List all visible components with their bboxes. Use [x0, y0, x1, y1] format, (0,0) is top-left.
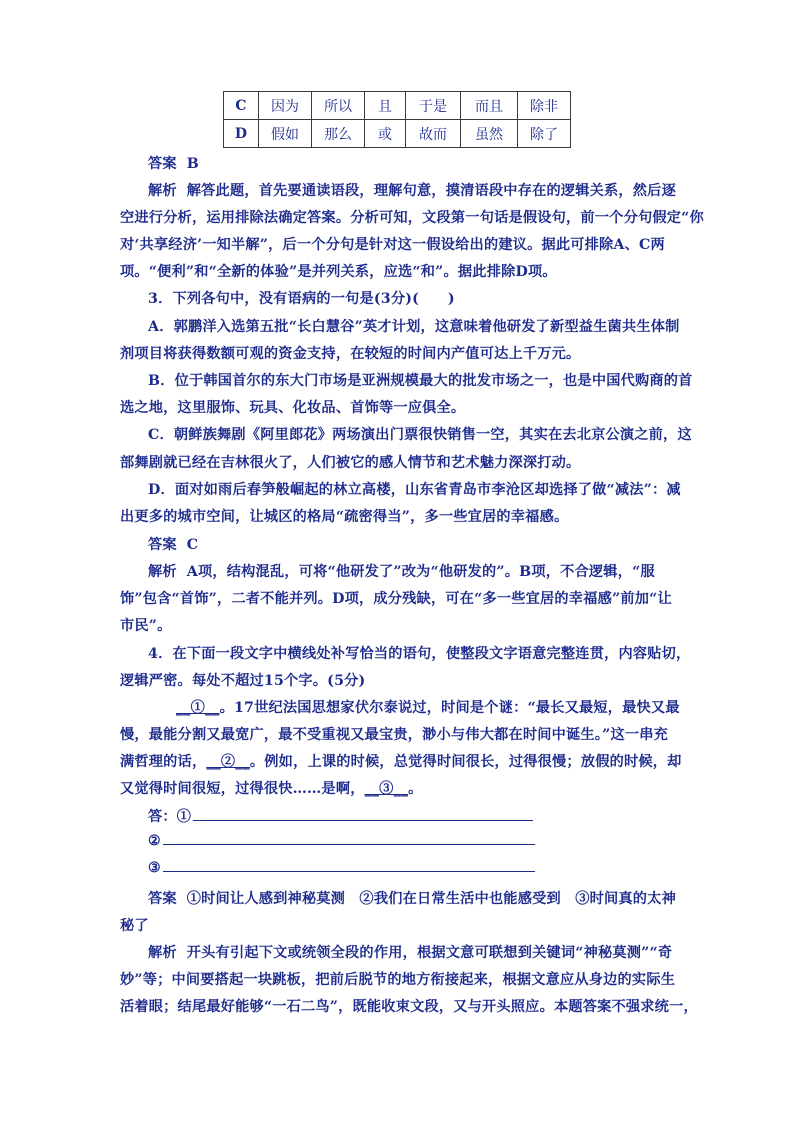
q4-passage-line: 慢，最能分割又最宽广，最不受重视又最宝贵，渺小与伟大都在时间中诞生。”这一串充: [120, 727, 668, 743]
table-cell: 虽然: [461, 120, 518, 148]
q4-analysis-line: 妙”等；中间要搭起一块跳板，把前后脱节的地方衔接起来，根据文意应从身边的实际生: [120, 972, 676, 988]
table-cell: 所以: [312, 92, 365, 120]
q4-passage-line: [176, 697, 680, 717]
answer-value: B: [186, 156, 199, 172]
passage-text: 。17世纪法国思想家伏尔泰说过，时间是个谜：“最长又最短，最快又最: [219, 700, 680, 716]
table-cell: 假如: [259, 120, 312, 148]
passage-text: 。例如，上课的时候，总觉得时间很长，过得很慢；放假的时候，却: [249, 754, 682, 770]
q3-analysis-line: 市民”。: [120, 618, 172, 634]
q2-analysis-line: 对‘共享经济’一知半解”，后一个分句是针对这一假设给出的建议。据此可排除A、C两: [120, 237, 665, 253]
q3-analysis-line: [148, 561, 655, 581]
q4-passage-line: [120, 778, 423, 798]
answer-line-3[interactable]: [163, 861, 535, 872]
q2-analysis-line: 项。“便利”和“全新的体验”是并列关系，应选“和”。据此排除D项。: [120, 264, 557, 280]
q4-answer-line: 秘了: [120, 918, 149, 934]
analysis-label: 解析: [148, 183, 177, 199]
answer-prompt: 答：: [148, 809, 177, 825]
q2-analysis-line: 空进行分析，运用排除法确定答案。分析可知，文段第一句话是假设句，前一个分句假定“你: [120, 210, 704, 226]
q2-analysis-line: [148, 180, 676, 200]
passage-text: 。: [408, 781, 423, 797]
q3-option-c: C．朝鲜族舞剧《阿里郎花》两场演出门票很快销售一空，其实在去北京公演之前，这: [148, 427, 692, 443]
passage-text: 满哲理的话，: [120, 754, 207, 770]
table-cell: 故而: [406, 120, 461, 148]
q3-option-a: A．郭鹏洋入选第五批“长白慧谷”英才计划，这意味着他研发了新型益生菌共生体制: [148, 319, 680, 335]
q3-option-a-cont: 剂项目将获得数额可观的资金支持，在较短的时间内产值可达上千万元。: [120, 346, 581, 362]
passage-text: 又觉得时间很短，过得很快……是啊，: [120, 781, 365, 797]
table-row: [224, 120, 571, 148]
q3-option-b-cont: 选之地，这里服饰、玩具、化妆品、首饰等一应俱全。: [120, 400, 466, 416]
table-cell: 且: [365, 92, 406, 120]
analysis-label: 解析: [148, 564, 177, 580]
slot-marker: ①: [176, 809, 192, 825]
q3-option-d: D．面对如雨后春笋般崛起的林立高楼，山东省青岛市李沧区却选择了做“减法”：减: [148, 482, 681, 498]
table-cell: 或: [365, 120, 406, 148]
q3-stem: 3．下列各句中，没有语病的一句是(3分)( ): [148, 291, 455, 307]
answer-label: 答案: [148, 891, 177, 907]
q4-passage-line: [120, 751, 682, 771]
analysis-text: 解答此题，首先要通读语段，理解句意，摸清语段中存在的逻辑关系，然后逐: [186, 183, 676, 199]
q3-option-b: B．位于韩国首尔的东大门市场是亚洲规模最大的批发市场之一，也是中国代购商的首: [148, 373, 693, 389]
analysis-text: A项，结构混乱，可将“他研发了”改为“他研发的”。B项，不合逻辑，“服: [186, 564, 655, 580]
q4-analysis-line: 活着眼；结尾最好能够“一石二鸟”，既能收束文段，又与开头照应。本题答案不强求统一，: [120, 999, 698, 1015]
q4-stem-cont: 逻辑严密。每处不超过15个字。(5分): [120, 673, 366, 689]
table-row: [224, 92, 571, 120]
answer-value: C: [186, 537, 199, 553]
answer-text: ①时间让人感到神秘莫测 ②我们在日常生活中也能感受到 ③时间真的太神: [186, 891, 676, 907]
q4-stem: 4．在下面一段文字中横线处补写恰当的语句，使整段文字语意完整连贯，内容贴切，: [148, 646, 691, 662]
answer-slot-2: [148, 833, 535, 849]
q3-option-d-cont: 出更多的城市空间，让城区的格局“疏密得当”，多一些宜居的幸福感。: [120, 509, 569, 525]
answer-slot-1: [148, 806, 533, 826]
answer-slot-3: [148, 860, 535, 876]
table-cell: 因为: [259, 92, 312, 120]
table-cell: 而且: [461, 92, 518, 120]
blank-2: __②__: [206, 754, 250, 770]
q3-analysis-line: 饰”包含“首饰”，二者不能并列。D项，成分残缺，可在“多一些宜居的幸福感”前加“让: [120, 591, 672, 607]
table-cell: 除了: [518, 120, 571, 148]
blank-1: __①__: [176, 700, 220, 716]
q3-answer: [148, 534, 198, 554]
analysis-text: 开头有引起下文或统领全段的作用，根据文意可联想到关键词“神秘莫测”“奇: [186, 945, 673, 961]
q4-analysis-line: [148, 942, 672, 962]
row-label: D: [224, 120, 259, 148]
analysis-label: 解析: [148, 945, 177, 961]
table-cell: 除非: [518, 92, 571, 120]
table-cell: 那么: [312, 120, 365, 148]
slot-marker: ②: [148, 833, 161, 849]
answer-line-2[interactable]: [163, 834, 535, 845]
answer-label: 答案: [148, 156, 177, 172]
q3-option-c-cont: 部舞剧就已经在吉林很火了，人们被它的感人情节和艺术魅力深深打动。: [120, 455, 581, 471]
answer-line-1[interactable]: [193, 810, 533, 821]
table-cell: 于是: [406, 92, 461, 120]
slot-marker: ③: [148, 860, 161, 876]
answer-label: 答案: [148, 537, 177, 553]
options-table: [223, 91, 571, 148]
row-label: C: [224, 92, 259, 120]
q2-answer: [148, 153, 199, 173]
blank-3: __③__: [364, 781, 409, 797]
q4-answer-line: [148, 888, 676, 908]
